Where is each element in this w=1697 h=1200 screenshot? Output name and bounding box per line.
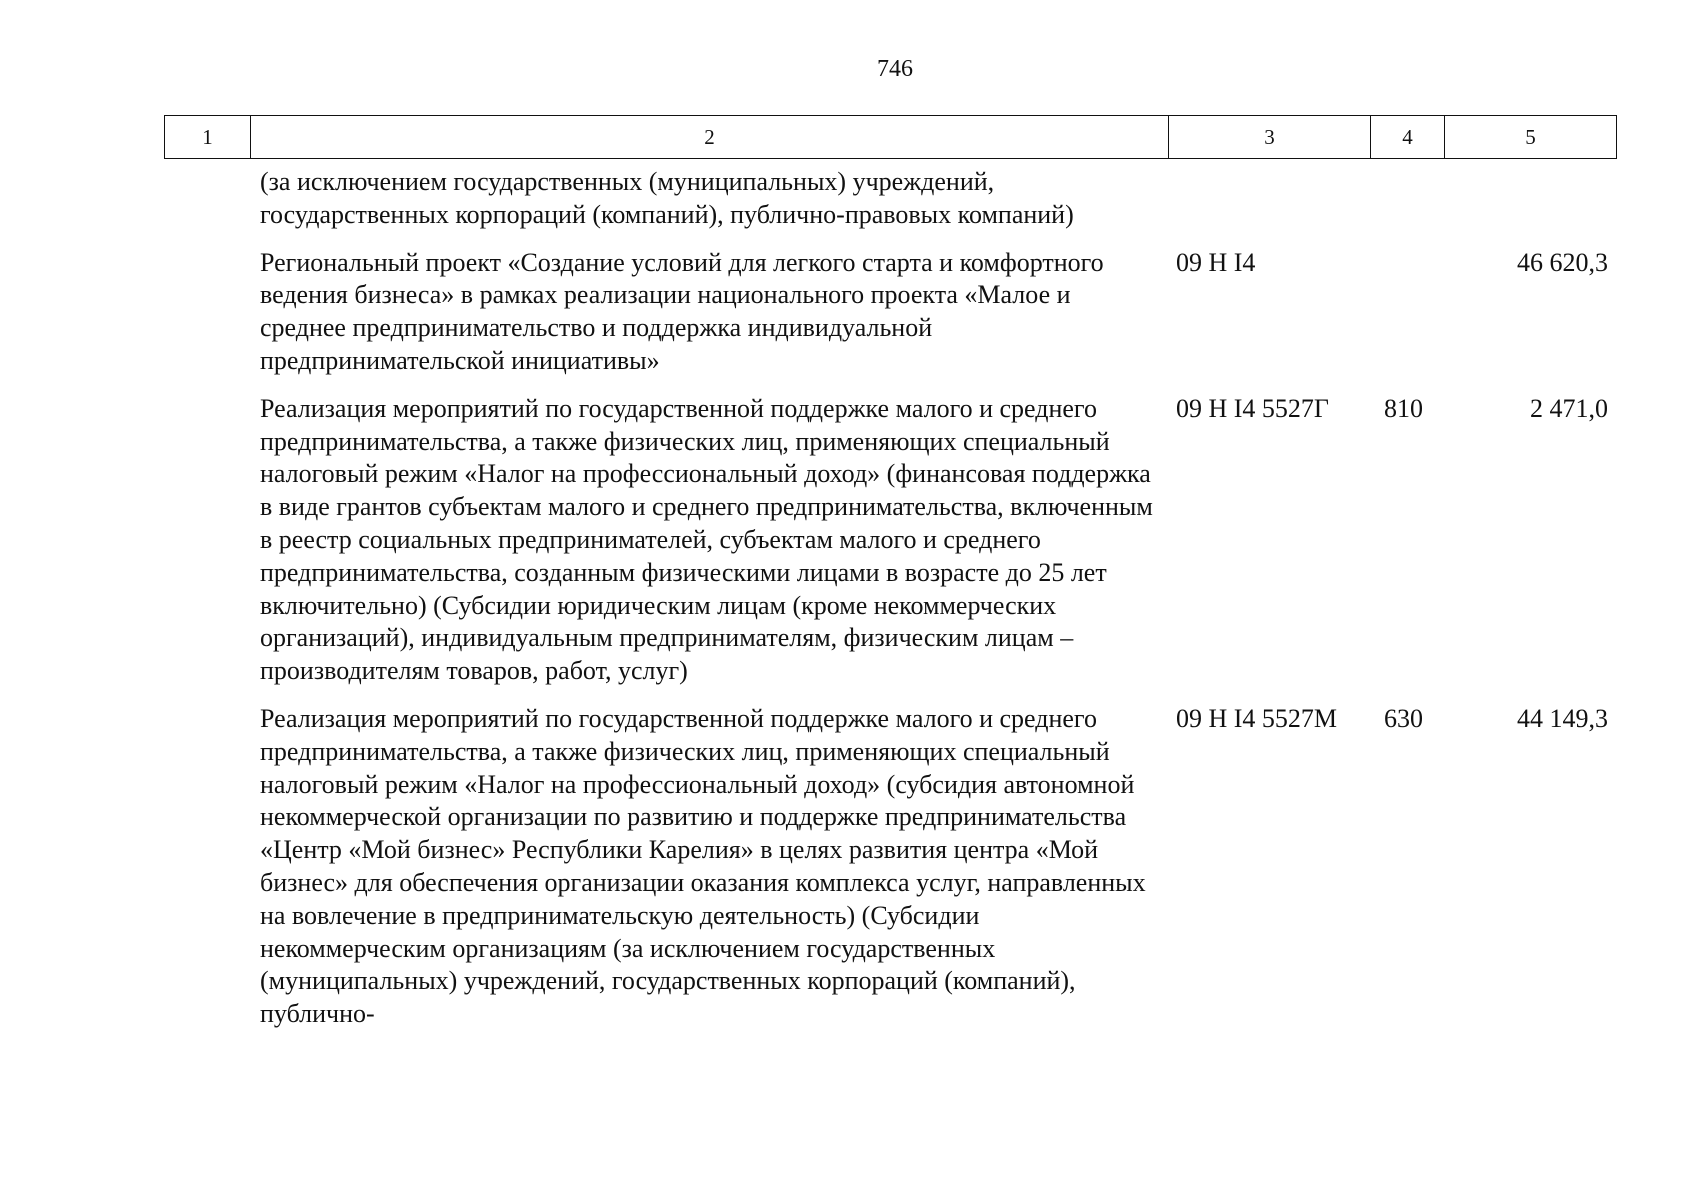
column-header-row (164, 115, 1617, 159)
table-row (164, 166, 1616, 232)
row-amount (1444, 166, 1616, 232)
row-code: 09 Н I4 5527Г (1176, 393, 1329, 423)
column-number-2: 2 (251, 116, 1169, 159)
row-description: (за исключением государственных (муниципальных) учреждений, государственных корпораций (компаний), публично-правовых компаний) (260, 167, 1074, 229)
row-amount: 2 471,0 (1530, 393, 1608, 423)
column-number-1: 1 (165, 116, 251, 159)
row-expense-type: 810 (1384, 393, 1423, 423)
row-expense-type: 630 (1384, 703, 1423, 733)
row-expense-type (1370, 232, 1444, 378)
table-row (164, 688, 1616, 1031)
row-description: Реализация мероприятий по государственной поддержке малого и среднего предпринимательства, а также физических лиц, применяющих специальный налоговый режим «Налог на профессиональный доход» (финансовая поддержка в виде грантов субъектам малого и среднего предпринимательства, включенным в реестр социальных предпринимателей, субъектам малого и среднего предпринимательства, созданным физическими лицами в возрасте до 25 лет включительно) (Субсидии юридическим лицам (кроме некоммерческих организаций), индивидуальным предпринимателям, физическим лицам – производителям товаров, работ, услуг) (260, 393, 1153, 686)
budget-table (164, 166, 1616, 1031)
row-code: 09 Н I4 (1176, 247, 1256, 277)
table-row (164, 232, 1616, 378)
row-code: 09 Н I4 5527М (1176, 703, 1338, 733)
row-expense-type (1370, 166, 1444, 232)
column-number-3: 3 (1169, 116, 1371, 159)
table-header (165, 116, 1617, 159)
row-description: Региональный проект «Создание условий для легкого старта и комфортного ведения бизнеса» в рамках реализации национального проекта «Малое и среднее предпринимательство и поддержка индивидуальной предпринимательской инициативы» (260, 247, 1104, 375)
column-number-4: 4 (1371, 116, 1445, 159)
row-description: Реализация мероприятий по государственной поддержке малого и среднего предпринимательства, а также физических лиц, применяющих специальный налоговый режим «Налог на профессиональный доход» (субсидия автономной некоммерческой организации по развитию и поддержке предпринимательства «Центр «Мой бизнес» Республики Карелия» в целях развития центра «Мой бизнес» для обеспечения организации оказания комплекса услуг, направленных на вовлечение в предпринимательскую деятельность) (Субсидии некоммерческим организациям (за исключением государственных (муниципальных) учреждений, государственных корпораций (компаний), публично- (260, 703, 1146, 1029)
table-row (164, 378, 1616, 688)
column-number-5: 5 (1445, 116, 1617, 159)
row-amount: 46 620,3 (1517, 247, 1608, 277)
row-code (1168, 166, 1370, 232)
row-amount: 44 149,3 (1517, 703, 1608, 733)
page-number: 746 (877, 56, 913, 82)
